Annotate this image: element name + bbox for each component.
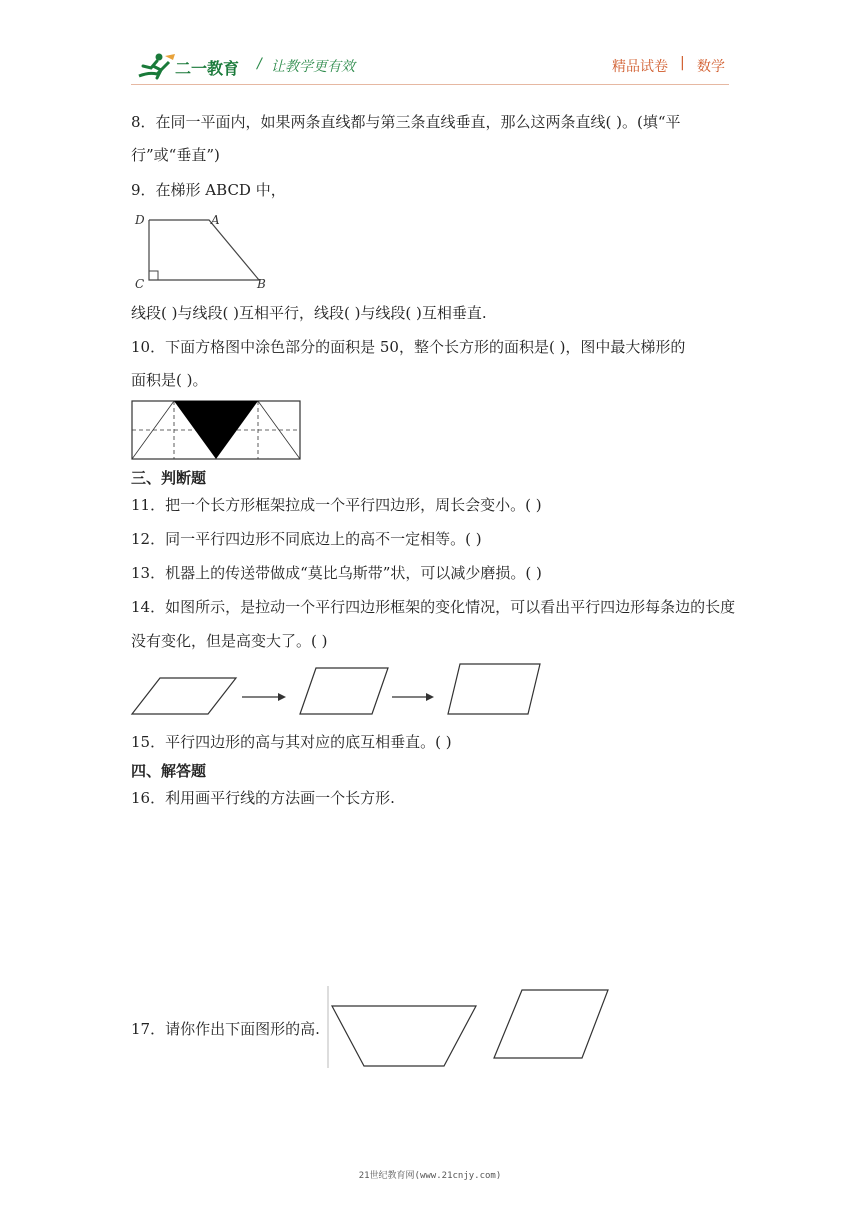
- section-3-title: 三、判断题: [131, 469, 207, 487]
- question-14-line2: 没有变化，但是高变大了。( ): [131, 632, 328, 650]
- slogan: 让教学更有效: [271, 59, 355, 75]
- slogan-divider: /: [257, 56, 262, 72]
- question-9-answer-line: 线段( )与线段( )互相平行，线段( )与线段( )互相垂直.: [131, 304, 487, 322]
- grid-shaded-figure: [131, 400, 302, 461]
- question-11: 11．把一个长方形框架拉成一个平行四边形，周长会变小。( ): [131, 496, 542, 514]
- label-c: C: [135, 277, 145, 291]
- question-10-line1: 10．下面方格图中涂色部分的面积是 50，整个长方形的面积是( )，图中最大梯形的: [131, 338, 686, 356]
- logo-text: 二一教育: [175, 59, 240, 78]
- label-d: D: [135, 213, 145, 227]
- question-8-line2: 行”或“垂直”): [131, 146, 220, 164]
- tag-subject: 数学: [697, 59, 725, 75]
- label-a: A: [211, 213, 220, 227]
- header-rule: [131, 84, 729, 85]
- footer: 21世纪教育网(www.21cnjy.com): [358, 1171, 502, 1181]
- tag-premium: 精品试卷: [612, 59, 668, 75]
- question-9-line1: 9．在梯形 ABCD 中，: [131, 181, 286, 199]
- runner-logo-icon: [135, 52, 177, 80]
- question-12: 12．同一平行四边形不同底边上的高不一定相等。( ): [131, 530, 482, 548]
- parallelogram-transformation-figure: [130, 662, 542, 718]
- question-15: 15．平行四边形的高与其对应的底互相垂直。( ): [131, 733, 452, 751]
- label-b: B: [257, 277, 266, 291]
- trapezoid-parallelogram-figure: [326, 986, 612, 1070]
- question-16: 16．利用画平行线的方法画一个长方形.: [131, 789, 395, 807]
- question-14-line1: 14．如图所示，是拉动一个平行四边形框架的变化情况，可以看出平行四边形每条边的长度: [131, 598, 736, 616]
- header: [131, 50, 731, 82]
- question-17: 17．请你作出下面图形的高.: [131, 1020, 320, 1038]
- question-10-line2: 面积是( )。: [131, 371, 208, 389]
- question-8-line1: 8．在同一平面内，如果两条直线都与第三条直线垂直，那么这两条直线( )。(填“平: [131, 113, 681, 131]
- trapezoid-abcd-figure: [131, 208, 271, 294]
- question-13: 13．机器上的传送带做成“莫比乌斯带”状，可以减少磨损。( ): [131, 564, 542, 582]
- tag-divider: |: [680, 55, 685, 71]
- section-4-title: 四、解答题: [131, 762, 207, 780]
